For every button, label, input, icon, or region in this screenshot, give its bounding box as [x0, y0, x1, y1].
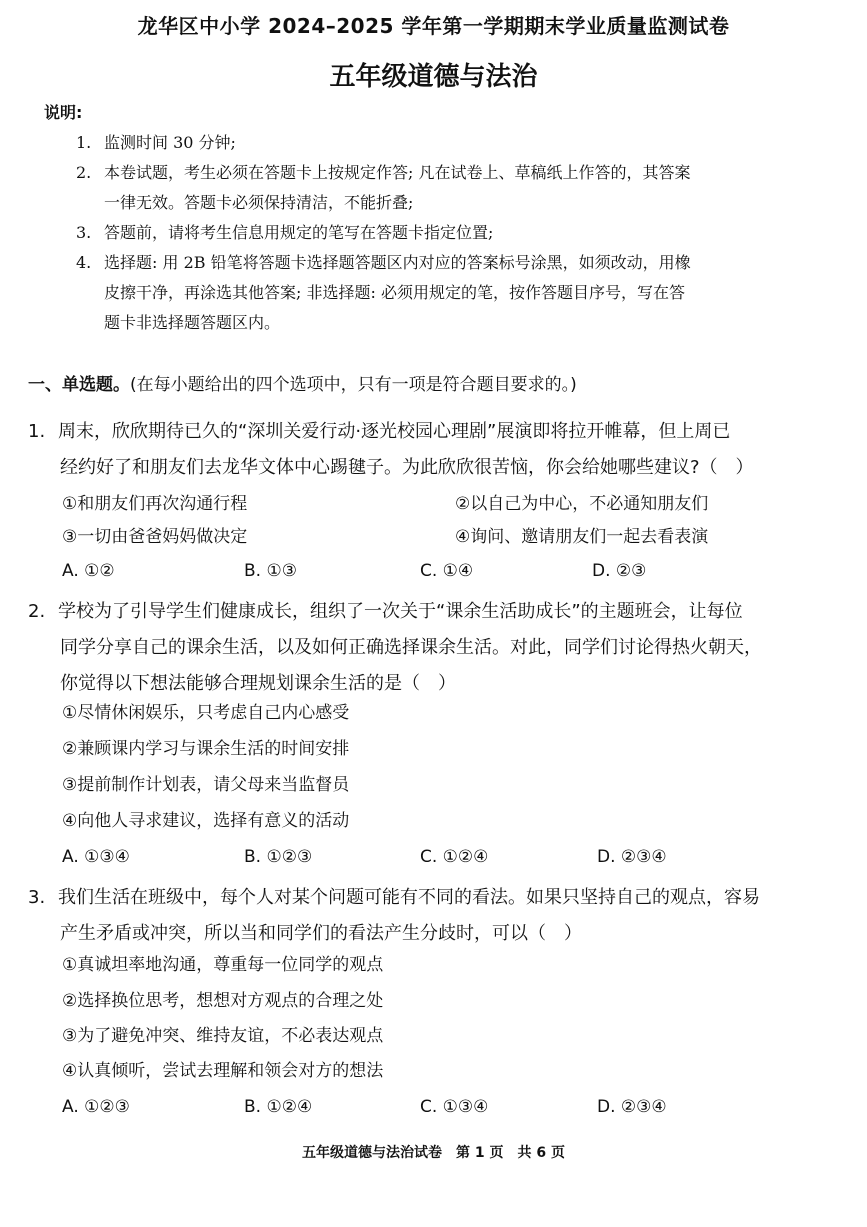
statement: ④询问、邀请朋友们一起去看表演 — [455, 527, 709, 547]
statement: ①真诚坦率地沟通，尊重每一位同学的观点 — [62, 955, 384, 975]
choice-b: B. ①②④ — [244, 1097, 313, 1117]
question-text: 你觉得以下想法能够合理规划课余生活的是（ ） — [60, 673, 456, 694]
exam-subject: 五年级道德与法治 — [329, 62, 538, 92]
choice-a: A. ①② — [62, 561, 115, 581]
note-text: 答题前，请将考生信息用规定的笔写在答题卡指定位置; — [104, 223, 494, 242]
question-text: 我们生活在班级中，每个人对某个问题可能有不同的看法。如果只坚持自己的观点，容易 — [58, 887, 760, 908]
note-number: 1. — [76, 133, 92, 152]
page-footer: 五年级道德与法治试卷 第 1 页 共 6 页 — [302, 1145, 565, 1161]
choice-c: C. ①②④ — [420, 847, 489, 867]
question-number: 3. — [28, 887, 46, 908]
note-text: 选择题: 用 2B 铅笔将答题卡选择题答题区内对应的答案标号涂黑，如须改动，用橡 — [104, 253, 691, 272]
question-1-stem — [28, 414, 838, 486]
note-item — [76, 128, 826, 158]
note-number: 4. — [76, 253, 92, 272]
question-text: 学校为了引导学生们健康成长，组织了一次关于“课余生活助成长”的主题班会，让每位 — [58, 601, 743, 622]
choice-a: A. ①③④ — [62, 847, 130, 867]
note-number: 2. — [76, 163, 92, 182]
question-number: 1. — [28, 421, 46, 442]
choice-d: D. ②③④ — [597, 847, 667, 867]
note-text: 一律无效。答题卡必须保持清洁，不能折叠; — [104, 193, 414, 212]
question-3-stem — [28, 880, 838, 952]
exam-title: 龙华区中小学 2024–2025 学年第一学期期末学业质量监测试卷 — [137, 14, 730, 38]
note-item — [76, 248, 826, 338]
question-text: 产生矛盾或冲突，所以当和同学们的看法产生分歧时，可以（ ） — [60, 923, 582, 944]
statement: ①和朋友们再次沟通行程 — [62, 494, 248, 514]
question-text: 周末，欣欣期待已久的“深圳关爱行动·逐光校园心理剧”展演即将拉开帷幕，但上周已 — [58, 421, 731, 442]
note-text: 皮擦干净，再涂选其他答案; 非选择题: 必须用规定的笔，按作答题目序号，写在答 — [104, 283, 685, 302]
note-item — [76, 218, 826, 248]
statement: ④向他人寻求建议，选择有意义的活动 — [62, 811, 350, 831]
section-title: 一、单选题。 — [28, 375, 130, 395]
section-heading — [28, 370, 577, 395]
statement: ②选择换位思考，想想对方观点的合理之处 — [62, 991, 384, 1011]
choice-a: A. ①②③ — [62, 1097, 130, 1117]
statement: ②以自己为中心，不必通知朋友们 — [455, 494, 709, 514]
statement: ②兼顾课内学习与课余生活的时间安排 — [62, 739, 350, 759]
question-text: 同学分享自己的课余生活，以及如何正确选择课余生活。对此，同学们讨论得热火朝天， — [60, 637, 762, 658]
section-instruction: (在每小题给出的四个选项中，只有一项是符合题目要求的。) — [130, 375, 577, 395]
question-text: 经约好了和朋友们去龙华文体中心踢毽子。为此欣欣很苦恼，你会给她哪些建议?（ ） — [60, 457, 754, 478]
choice-d: D. ②③④ — [597, 1097, 667, 1117]
choice-b: B. ①②③ — [244, 847, 313, 867]
question-number: 2. — [28, 601, 46, 622]
note-number: 3. — [76, 223, 92, 242]
choice-c: C. ①④ — [420, 561, 474, 581]
choice-d: D. ②③ — [592, 561, 647, 581]
statement: ①尽情休闲娱乐，只考虑自己内心感受 — [62, 703, 350, 723]
note-text: 题卡非选择题答题区内。 — [104, 313, 281, 332]
notes-label: 说明: — [44, 103, 83, 122]
note-text: 本卷试题，考生必须在答题卡上按规定作答; 凡在试卷上、草稿纸上作答的，其答案 — [104, 163, 691, 182]
statement: ④认真倾听，尝试去理解和领会对方的想法 — [62, 1061, 384, 1081]
statement: ③提前制作计划表，请父母来当监督员 — [62, 775, 350, 795]
note-text: 监测时间 30 分钟; — [104, 133, 236, 152]
question-2-stem — [28, 594, 838, 702]
note-item — [76, 158, 826, 218]
statement: ③一切由爸爸妈妈做决定 — [62, 527, 248, 547]
choice-c: C. ①③④ — [420, 1097, 489, 1117]
choice-b: B. ①③ — [244, 561, 297, 581]
statement: ③为了避免冲突、维持友谊，不必表达观点 — [62, 1026, 384, 1046]
